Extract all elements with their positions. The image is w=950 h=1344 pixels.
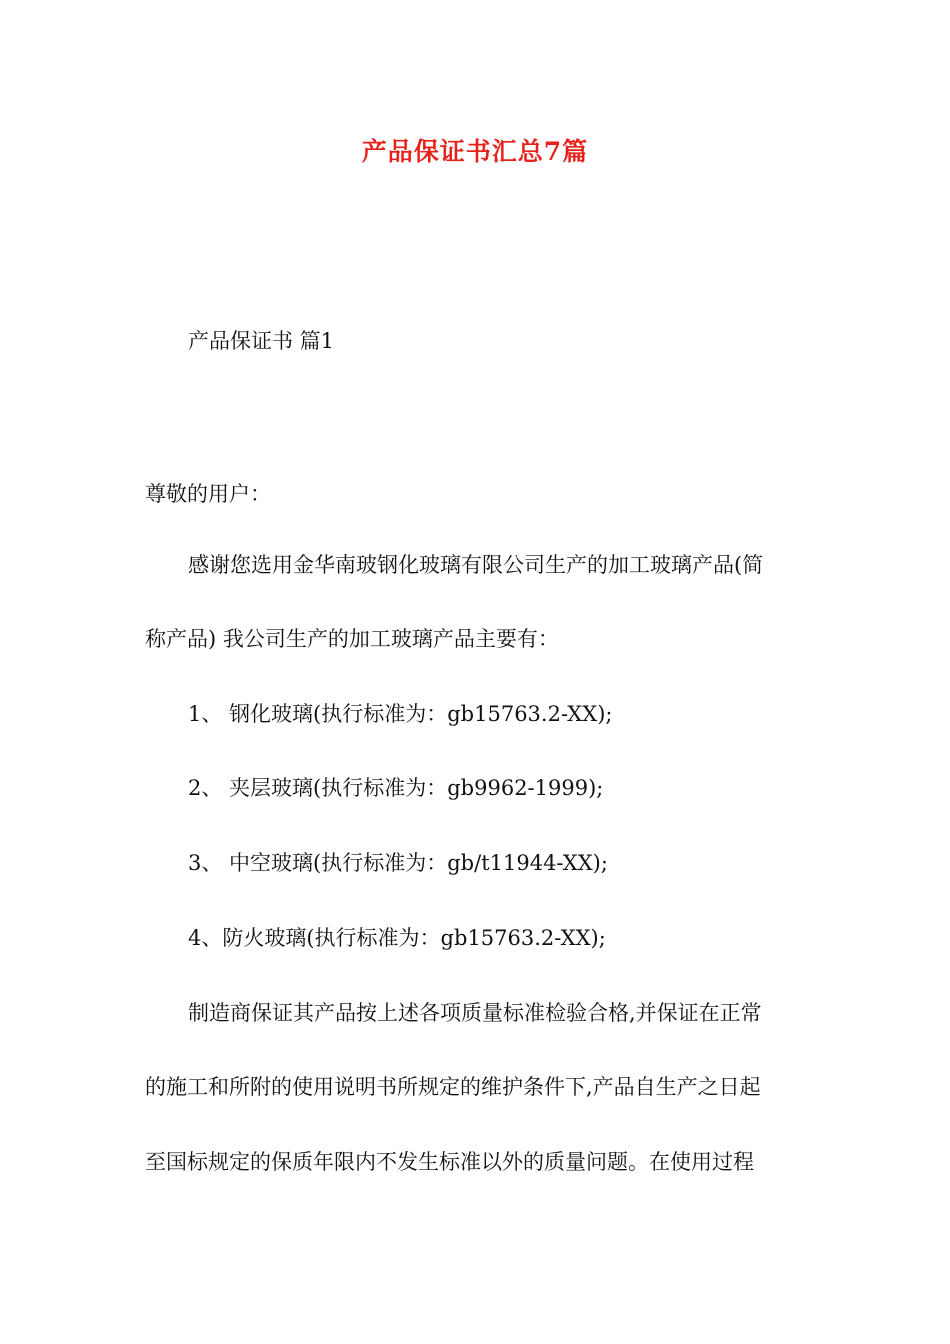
list-item-1: 1、 钢化玻璃(执行标准为：gb15763.2-XX); [188, 702, 613, 726]
list-item-4: 4、防火玻璃(执行标准为：gb15763.2-XX); [188, 926, 606, 950]
paragraph-1-line-2: 称产品) 我公司生产的加工玻璃产品主要有： [145, 627, 559, 651]
salutation: 尊敬的用户： [145, 482, 271, 506]
list-item-2: 2、 夹层玻璃(执行标准为：gb9962-1999); [188, 776, 604, 800]
paragraph-1-line-1: 感谢您选用金华南玻钢化玻璃有限公司生产的加工玻璃产品(简 [188, 553, 764, 577]
section-heading: 产品保证书 篇1 [188, 329, 335, 353]
paragraph-2-line-3: 至国标规定的保质年限内不发生标准以外的质量问题。在使用过程 [145, 1150, 754, 1174]
list-item-3: 3、 中空玻璃(执行标准为：gb/t11944-XX); [188, 851, 608, 875]
paragraph-2-line-1: 制造商保证其产品按上述各项质量标准检验合格,并保证在正常 [188, 1001, 762, 1025]
document-title: 产品保证书汇总7篇 [361, 137, 589, 166]
paragraph-2-line-2: 的施工和所附的使用说明书所规定的维护条件下,产品自生产之日起 [145, 1075, 761, 1099]
